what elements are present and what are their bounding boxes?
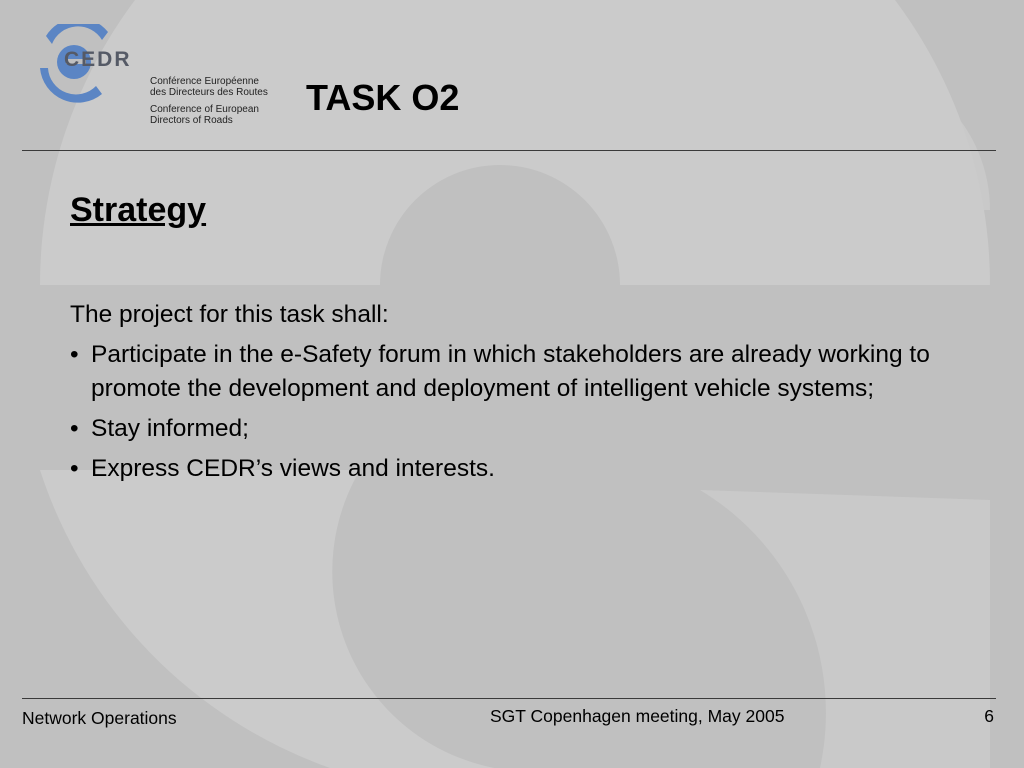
bullet-item — [70, 412, 950, 446]
slide-title: TASK O2 — [306, 77, 460, 118]
org-name-en-line1: Conference of European — [150, 104, 259, 115]
bullet-text: Participate in the e-Safety forum in which stakeholders are already working to promote the development and deployment of intelligent vehicle systems; — [91, 341, 930, 402]
org-name-fr-line2: des Directeurs des Routes — [150, 87, 268, 98]
footer-department: Network Operations — [22, 708, 177, 728]
bullet-dot-icon: • — [70, 455, 79, 482]
bullet-dot-icon: • — [70, 415, 79, 442]
logo-mark-text: CEDR — [64, 48, 132, 71]
org-name-en-line2: Directors of Roads — [150, 115, 233, 126]
page-number: 6 — [984, 706, 994, 726]
bullet-item — [70, 452, 950, 486]
intro-text: The project for this task shall: — [70, 301, 389, 328]
bullet-text: Stay informed; — [91, 415, 249, 442]
bullet-item — [70, 338, 950, 406]
bullet-dot-icon: • — [70, 341, 79, 368]
footer-meeting: SGT Copenhagen meeting, May 2005 — [490, 706, 785, 726]
cedr-logo — [30, 24, 268, 130]
bullet-list — [70, 338, 950, 486]
org-name-fr-line1: Conférence Européenne — [150, 76, 259, 87]
bullet-text: Express CEDR’s views and interests. — [91, 455, 495, 482]
slide-content — [70, 298, 950, 492]
section-heading: Strategy — [70, 191, 207, 229]
footer-divider — [22, 698, 996, 699]
header-divider — [22, 150, 996, 151]
